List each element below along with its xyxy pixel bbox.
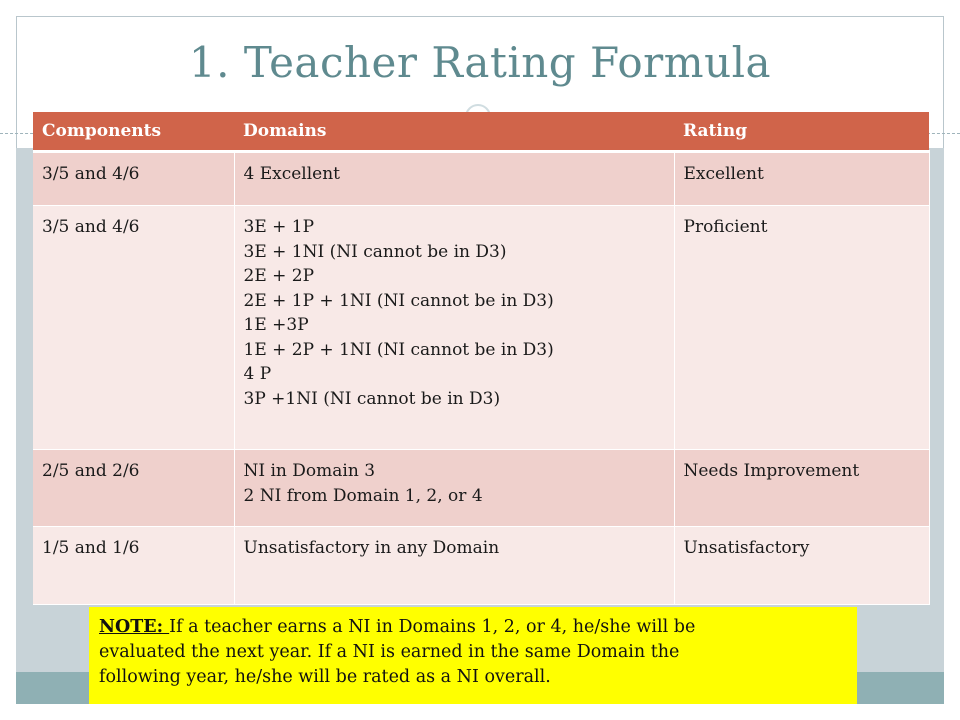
table-row bbox=[33, 152, 929, 206]
table-row bbox=[33, 206, 929, 450]
rating-cell: Proficient bbox=[674, 206, 929, 450]
note-line: following year, he/she will be rated as a NI overall. bbox=[99, 667, 551, 687]
header-rating: Rating bbox=[674, 112, 929, 152]
note-line bbox=[99, 615, 847, 640]
domains-cell bbox=[234, 527, 674, 605]
table-row bbox=[33, 450, 929, 527]
domains-cell bbox=[234, 206, 674, 450]
note-label: NOTE: bbox=[99, 617, 170, 637]
note-text: If a teacher earns a NI in Domains 1, 2, or 4, he/she will be bbox=[169, 617, 696, 637]
domain-line: 2E + 2P bbox=[243, 266, 315, 286]
domain-line: 3E + 1P bbox=[243, 217, 315, 237]
header-domains: Domains bbox=[234, 112, 674, 152]
table-header-row bbox=[33, 112, 929, 152]
note-line: evaluated the next year. If a NI is earned in the same Domain the bbox=[99, 642, 680, 662]
domains-cell bbox=[234, 450, 674, 527]
domain-line: 4 P bbox=[243, 364, 272, 384]
header-components: Components bbox=[33, 112, 234, 152]
note-box bbox=[89, 607, 857, 704]
domain-line: 2 NI from Domain 1, 2, or 4 bbox=[243, 485, 483, 506]
domain-line: Unsatisfactory in any Domain bbox=[243, 538, 500, 558]
domains-cell bbox=[234, 152, 674, 206]
domain-line: NI in Domain 3 bbox=[243, 461, 376, 481]
rating-table bbox=[33, 112, 930, 605]
rating-cell: Excellent bbox=[674, 152, 929, 206]
components-cell: 1/5 and 1/6 bbox=[33, 527, 234, 605]
components-cell: 3/5 and 4/6 bbox=[33, 206, 234, 450]
table-row bbox=[33, 527, 929, 605]
domain-line: 1E +3P bbox=[243, 315, 309, 335]
rating-cell: Needs Improvement bbox=[674, 450, 929, 527]
components-cell: 3/5 and 4/6 bbox=[33, 152, 234, 206]
domain-line: 2E + 1P + 1NI (NI cannot be in D3) bbox=[243, 290, 554, 311]
rating-cell: Unsatisfactory bbox=[674, 527, 929, 605]
domain-line: 3P +1NI (NI cannot be in D3) bbox=[243, 388, 501, 409]
domain-line: 4 Excellent bbox=[243, 164, 341, 184]
components-cell: 2/5 and 2/6 bbox=[33, 450, 234, 527]
domain-line: 3E + 1NI (NI cannot be in D3) bbox=[243, 241, 507, 262]
slide-title: 1. Teacher Rating Formula bbox=[188, 38, 772, 87]
domain-line: 1E + 2P + 1NI (NI cannot be in D3) bbox=[243, 339, 554, 360]
